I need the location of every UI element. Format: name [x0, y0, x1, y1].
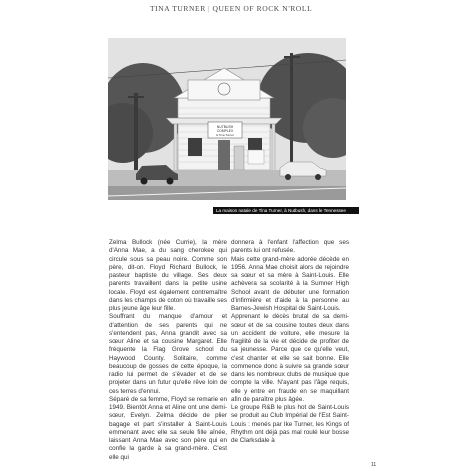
sign-line-1: NUTBUSH [216, 125, 234, 129]
paragraph: Souffrant du manque d'amour et d'attention de ses parents qui ne s'entendent pas, Anna grandit avec sa sœur Aline et sa cousine Margaret. Elle fréquente la Flag Grove school du Haywood County. Solitaire, comme beaucoup de gosses de cette époque, la radio lui permet de s'évader et de se projeter dans un futur qu'elle rêve loin de ces terres d'ennui. [109, 313, 227, 395]
sign-line-3: & Tina Turner [215, 133, 235, 137]
sign-line-2: COMPLEX [216, 129, 234, 133]
header-author: TINA TURNER [150, 4, 206, 13]
text-column-right [231, 239, 349, 445]
photo-caption: La maison natale de Tina Turner, à Nutbush, dans le Tennessee [213, 207, 359, 214]
paragraph: Apprenant le décès brutal de sa demi-sœur et de sa cousine toutes deux dans un accident de voiture, elle mesure la fragilité de la vie et décide de profiter de sa jeunesse. Parce que ce qu'elle veut, c'est chanter et elle se sait bonne. Elle commence donc à suivre sa grande sœur dans les nombreux clubs de musique que compte la ville. N'ayant pas l'âge requis, elle y entre en fraude en se maquillant afin de paraître plus âgée. [231, 313, 349, 403]
paragraph: Zelma Bullock (née Currie), la mère d'Anna Mae, a du sang cherokee qui circule sous sa peau noire. Comme son père, dit-on. Floyd Richard Bullock, le pasteur baptiste du village. Ses deux parents travaillent dans la petite usine locale. Floyd est également contremaître dans les champs de coton où travaille ses plus jeune âge leur fille. [109, 239, 227, 312]
house-photo [108, 38, 346, 200]
paragraph: Le groupe R&B le plus hot de Saint-Louis se produit au Club Impérial de l'Est Saint-Louis : menés par Ike Turner, les Kings of Rhythm ont déjà pas mal roulé leur bosse de Clarksdale à [231, 404, 349, 444]
header-title: QUEEN OF ROCK N'ROLL [212, 4, 313, 13]
running-header: TINA TURNER | QUEEN OF ROCK N'ROLL [150, 4, 313, 13]
page-number: 11 [371, 462, 377, 468]
paragraph: Séparé de sa femme, Floyd se remarie en 1949. Bientôt Anna et Aline ont une demi-sœur, Evelyn. Zelma décide de plier bagage et part s'installer à Saint-Louis emmenant avec elle sa seule fille aînée, laissant Anna Mae avec son père qui en confie la garde à sa grand-mère. C'est elle qui [109, 395, 227, 461]
paragraph: Mais cette grand-mère adorée décède en 1956. Anna Mae choisit alors de rejoindre sa sœur et sa mère à Saint-Louis. Elle achèvera sa scolarité à la Sumner High School avant de débuter une formation d'infirmière et d'aide à la personne au Barnes-Jewish Hospital de Saint-Louis. [231, 255, 349, 312]
text-column-left [109, 239, 227, 462]
paragraph: donnera à l'enfant l'affection que ses parents lui ont refusée. [231, 239, 349, 255]
